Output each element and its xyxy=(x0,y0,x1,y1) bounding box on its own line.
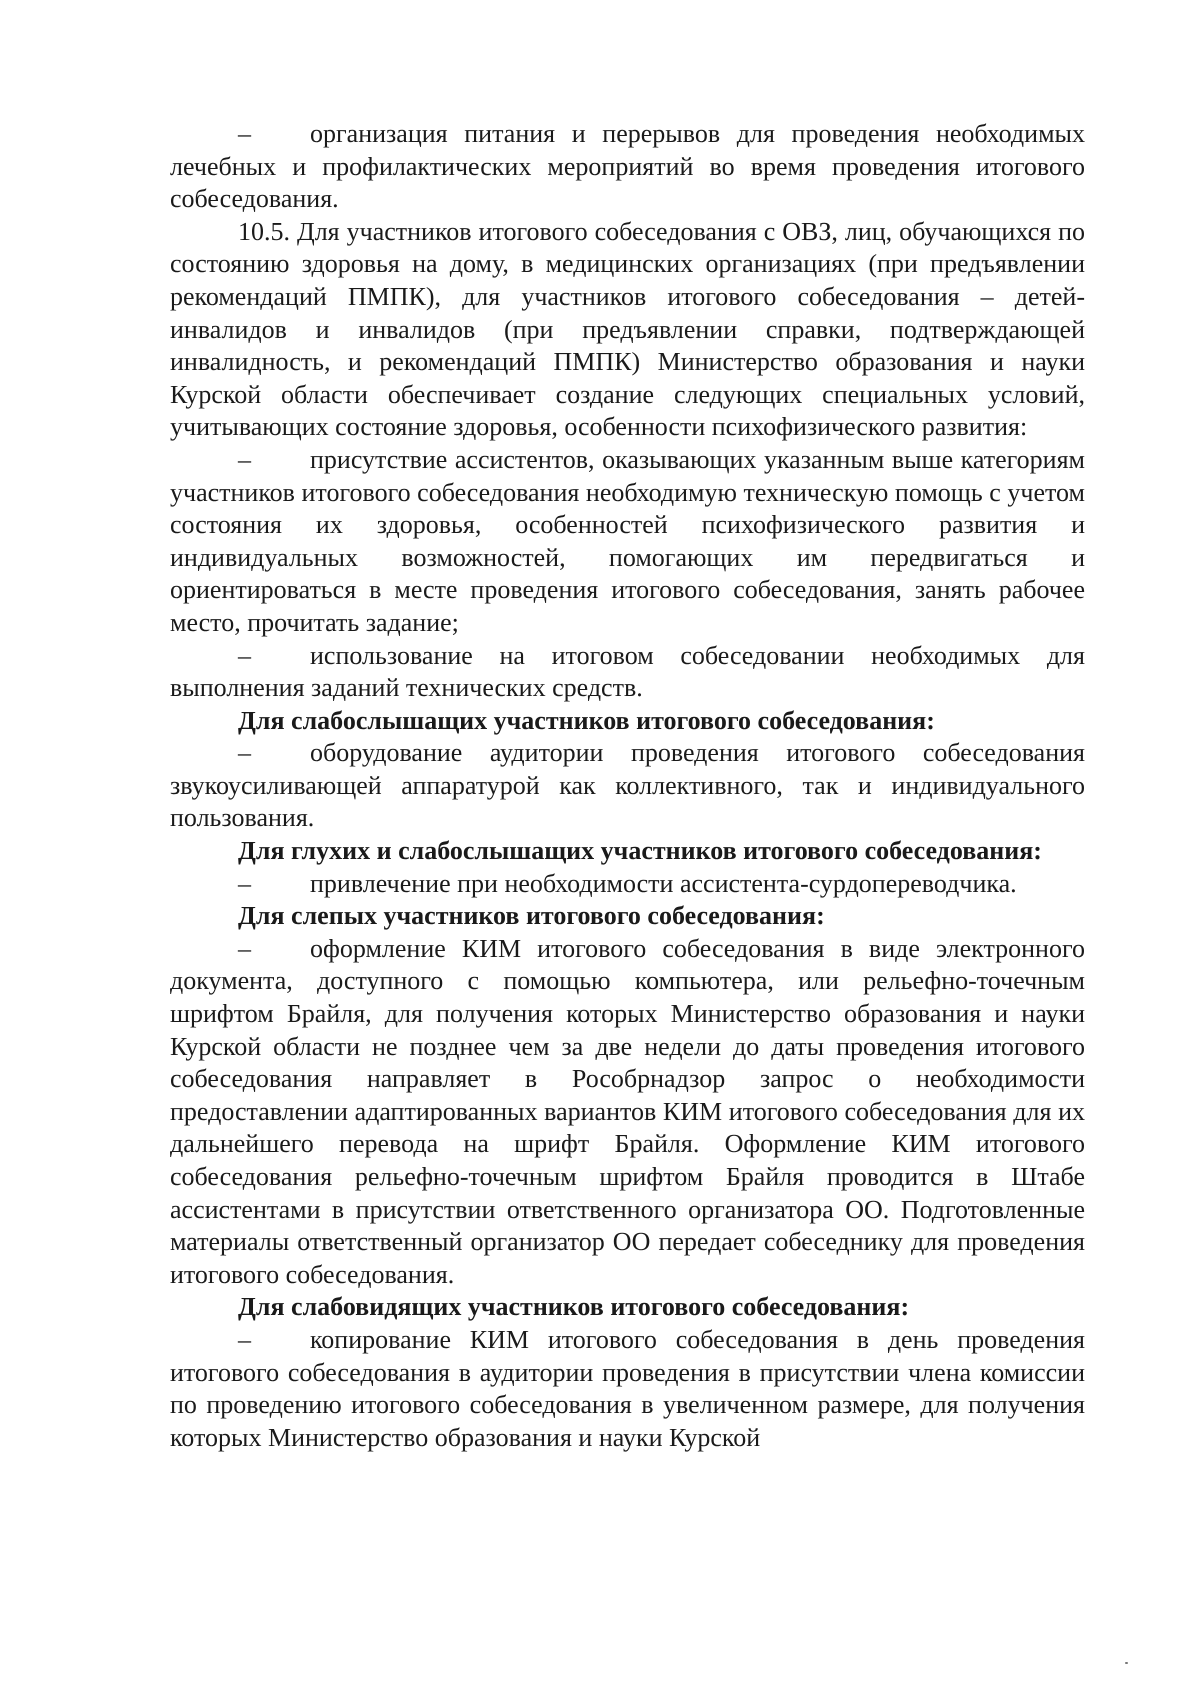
section-heading-visually-impaired: Для слабовидящих участников итогового собеседования: xyxy=(238,1292,910,1322)
scan-speck xyxy=(1125,1662,1128,1664)
item-dash: – xyxy=(238,119,251,148)
list-item-technical-means xyxy=(170,640,1085,705)
list-item-sound-equipment xyxy=(170,737,1085,835)
item-text: оборудование аудитории проведения итогового собеседования звукоусиливающей аппаратурой как коллективного, так и индивидуального пользования. xyxy=(170,738,1085,833)
section-heading-blind: Для слепых участников итогового собеседования: xyxy=(238,901,825,931)
item-text: организация питания и перерывов для проведения необходимых лечебных и профилактических мероприятий во время проведения итогового собеседования. xyxy=(170,119,1085,214)
item-text: присутствие ассистентов, оказывающих указанным выше категориям участников итогового собеседования необходимую техническую помощь с учетом состояния их здоровья, особенностей психофизического развития и индивидуальных возможностей, помогающих им передвигаться и ориентироваться в месте проведения итогового собеседования, занять рабочее место, прочитать задание; xyxy=(170,444,1085,637)
list-item-assistants xyxy=(170,444,1085,640)
item-dash: – xyxy=(238,738,251,768)
section-heading-deaf: Для глухих и слабослышащих участников итогового собеседования: xyxy=(238,836,1042,866)
item-text: оформление КИМ итогового собеседования в виде электронного документа, доступного с помощью компьютера, или рельефно-точечным шрифтом Брайля, для получения которых Министерство образования и науки Курской области не позднее чем за две недели до даты проведения итогового собеседования направляет в Рособрнадзор запрос о необходимости предоставлении адаптированных вариантов КИМ итогового собеседования для их дальнейшего перевода на шрифт Брайля. Оформление КИМ итогового собеседования рельефно-точечным шрифтом Брайля проводится в Штабе ассистентами в присутствии ответственного организатора ОО. Подготовленные материалы ответственный организатор ОО передает собеседнику для проведения итогового собеседования. xyxy=(170,933,1085,1289)
list-item-meals xyxy=(170,118,1085,216)
item-dash: – xyxy=(238,868,251,898)
document-page xyxy=(170,118,1085,1454)
item-dash: – xyxy=(238,640,251,670)
item-text: копирование КИМ итогового собеседования в день проведения итогового собеседования в аудитории проведения в присутствии члена комиссии по проведению итогового собеседования в увеличенном размере, для получения которых Министерство образования и науки Курской xyxy=(170,1324,1085,1452)
item-dash: – xyxy=(238,933,251,963)
item-text: использование на итоговом собеседовании необходимых для выполнения заданий технических средств. xyxy=(170,640,1085,703)
item-dash: – xyxy=(238,444,251,474)
item-text: привлечение при необходимости ассистента-сурдопереводчика. xyxy=(310,868,1017,898)
list-item-braille xyxy=(170,933,1085,1292)
list-item-sign-interpreter xyxy=(170,868,1085,901)
section-heading-hard-of-hearing: Для слабослышащих участников итогового собеседования: xyxy=(238,705,935,735)
list-item-enlarged-copy xyxy=(170,1324,1085,1454)
item-dash: – xyxy=(238,1324,251,1354)
paragraph-10-5: 10.5. Для участников итогового собеседования с ОВЗ, лиц, обучающихся по состоянию здоровья на дому, в медицинских организациях (при предъявлении рекомендаций ПМПК), для участников итогового собеседования – детей-инвалидов и инвалидов (при предъявлении справки, подтверждающей инвалидность, и рекомендаций ПМПК) Министерство образования и науки Курской области обеспечивает создание следующих специальных условий, учитывающих состояние здоровья, особенности психофизического развития: xyxy=(170,216,1085,442)
